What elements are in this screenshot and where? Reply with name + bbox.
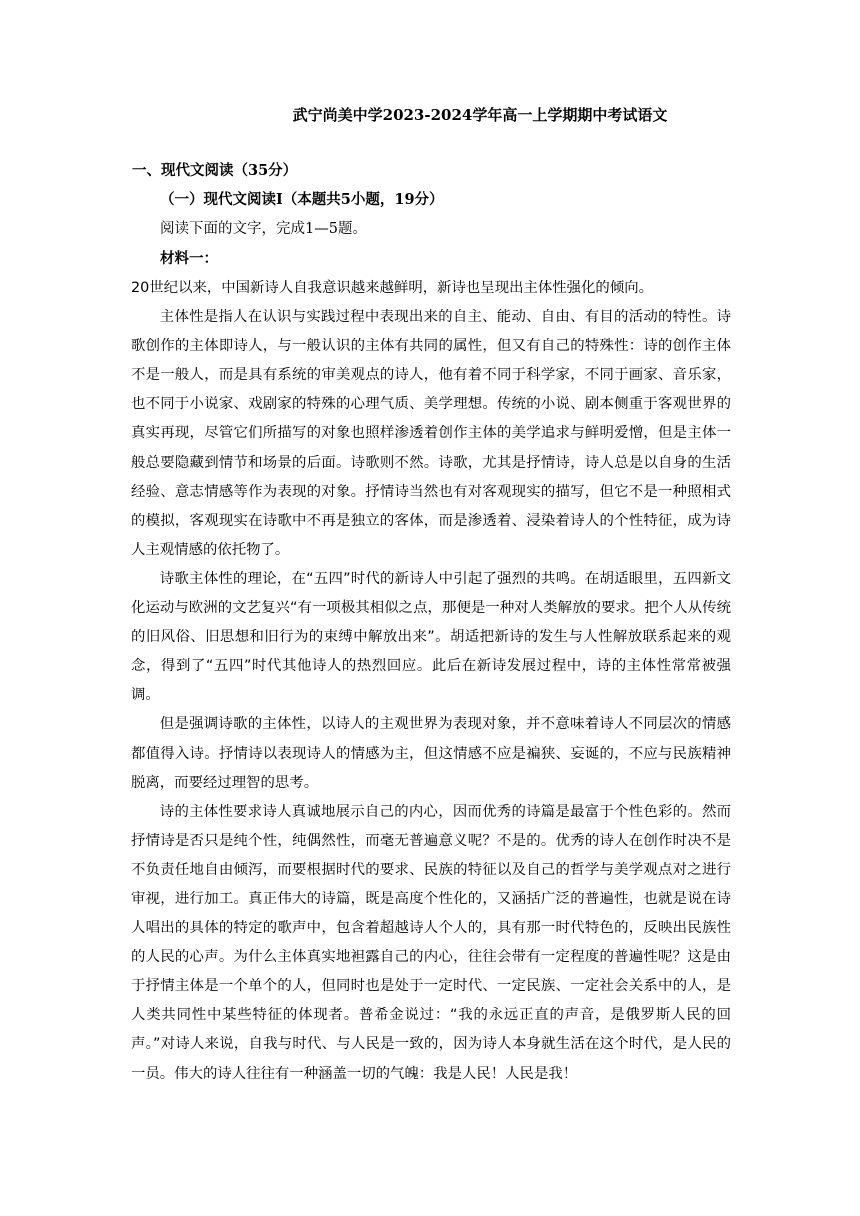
paragraph: 诗歌主体性的理论，在“五四”时代的新诗人中引起了强烈的共鸣。在胡适眼里，五四新文化运动与欧洲的文艺复兴“有一项极其相似之点，那便是一种对人类解放的要求。把个人从传统的旧风俗、旧思想和旧行为的束缚中解放出来”。胡适把新诗的发生与人性解放联系起来的观念，得到了“五四”时代其他诗人的热烈回应。此后在新诗发展过程中，诗的主体性常常被强调。: [131, 570, 731, 704]
article-body: [131, 274, 731, 1089]
paragraph: 诗的主体性要求诗人真诚地展示自己的内心，因而优秀的诗篇是最富于个性色彩的。然而抒情诗是否只是纯个性，纯偶然性，而毫无普遍意义呢？不是的。优秀的诗人在创作时决不是不负责任地自由倾泻，而要根据时代的要求、民族的特征以及自己的哲学与美学观点对之进行审视，进行加工。真正伟大的诗篇，既是高度个性化的，又涵括广泛的普遍性，也就是说在诗人唱出的具体的特定的歌声中，包含着超越诗人个人的，具有那一时代特色的，反映出民族性的人民的心声。为什么主体真实地袒露自己的内心，往往会带有一定程度的普遍性呢？这是由于抒情主体是一个单个的人，但同时也是处于一定时代、一定民族、一定社会关系中的人，是人类共同性中某些特征的体现者。普希金说过：“我的永远正直的声音，是俄罗斯人民的回声。”对诗人来说，自我与时代、与人民是一致的，因为诗人本身就生活在这个时代，是人民的一员。伟大的诗人往往有一种涵盖一切的气魄：我是人民！人民是我！: [131, 803, 731, 1082]
paragraph: 主体性是指人在认识与实践过程中表现出来的自主、能动、自由、有目的活动的特性。诗歌创作的主体即诗人，与一般认识的主体有共同的属性，但又有自己的特殊性：诗的创作主体不是一般人，而是具有系统的审美观点的诗人，他有着不同于科学家，不同于画家、音乐家，也不同于小说家、戏剧家的特殊的心理气质、美学理想。传统的小说、剧本侧重于客观世界的真实再现，尽管它们所描写的对象也照样渗透着创作主体的美学追求与鲜明爱憎，但是主体一般总要隐藏到情节和场景的后面。诗歌则不然。诗歌，尤其是抒情诗，诗人总是以自身的生活经验、意志情感等作为表现的对象。抒情诗当然也有对客观现实的描写，但它不是一种照相式的模拟，客观现实在诗歌中不再是独立的客体，而是渗透着、浸染着诗人的个性特征，成为诗人主观情感的依托物了。: [131, 309, 731, 558]
subsection-heading: （一）现代文阅读Ⅰ（本题共5小题，19分）: [160, 191, 444, 208]
section-heading: 一、现代文阅读（35分）: [132, 162, 298, 179]
material-label: 材料一：: [160, 250, 218, 267]
reading-instruction: 阅读下面的文字，完成1—5题。: [160, 221, 367, 237]
paragraph: 但是强调诗歌的主体性，以诗人的主观世界为表现对象，并不意味着诗人不同层次的情感都值得入诗。抒情诗以表现诗人的情感为主，但这情感不应是褊狭、妄诞的，不应与民族精神脱离，而要经过理智的思考。: [131, 716, 731, 791]
paragraph: 20世纪以来，中国新诗人自我意识越来越鲜明，新诗也呈现出主体性强化的倾向。: [131, 280, 653, 296]
page-title: 武宁尚美中学2023-2024学年高一上学期期中考试语文: [292, 106, 668, 124]
